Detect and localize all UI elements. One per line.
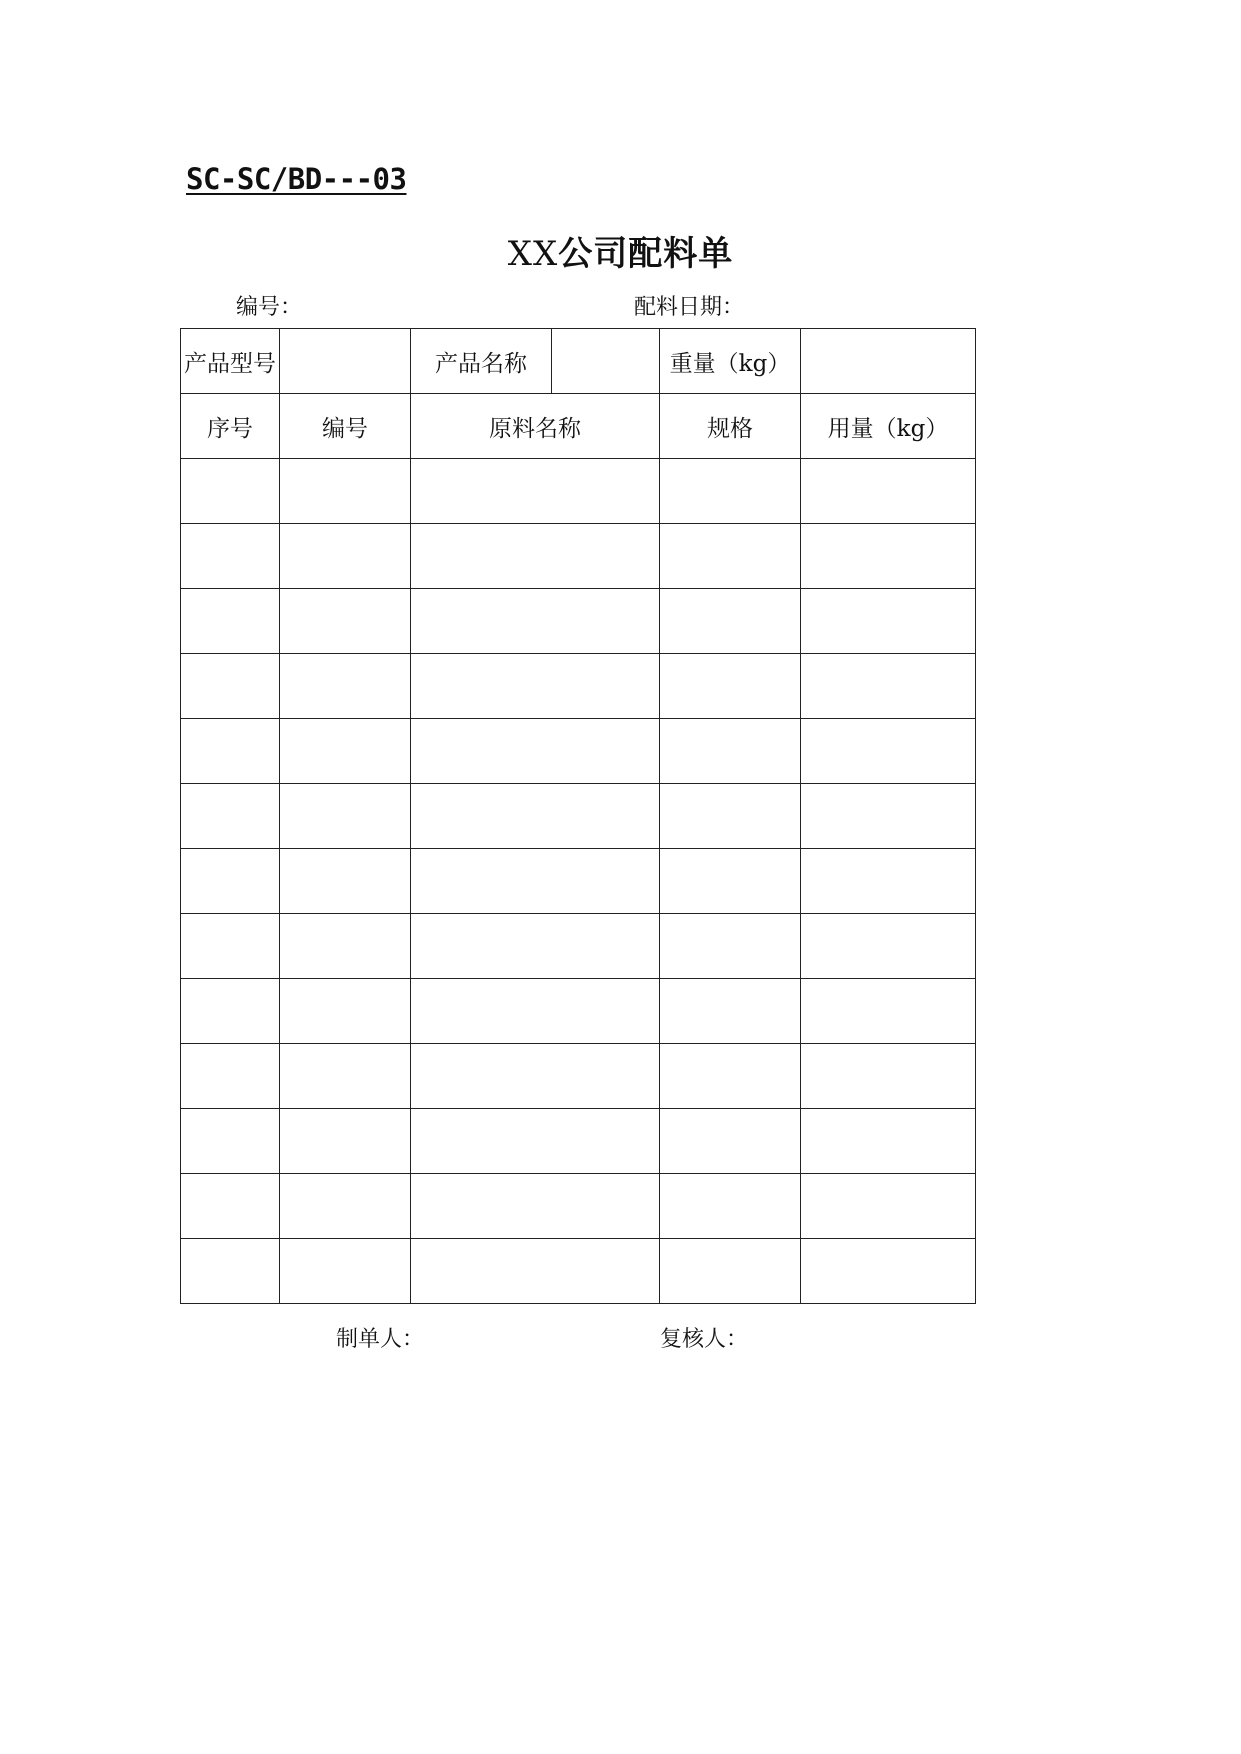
- cell-spec[interactable]: [660, 1044, 801, 1109]
- number-label: 编号：: [236, 295, 303, 320]
- cell-seq[interactable]: [181, 1174, 280, 1239]
- table-row: [181, 719, 976, 784]
- title-text: 公司配料单: [558, 234, 734, 274]
- cell-material-name[interactable]: [411, 1174, 660, 1239]
- cell-seq[interactable]: [181, 979, 280, 1044]
- col-header-spec: 规格: [660, 394, 801, 459]
- cell-number[interactable]: [280, 589, 411, 654]
- table-row: [181, 459, 976, 524]
- cell-seq[interactable]: [181, 849, 280, 914]
- table-row: [181, 784, 976, 849]
- col-header-amount: 用量（kg）: [801, 394, 976, 459]
- cell-material-name[interactable]: [411, 589, 660, 654]
- cell-number[interactable]: [280, 719, 411, 784]
- cell-spec[interactable]: [660, 654, 801, 719]
- table-row: [181, 1044, 976, 1109]
- table-row: [181, 654, 976, 719]
- cell-number[interactable]: [280, 1174, 411, 1239]
- cell-material-name[interactable]: [411, 849, 660, 914]
- col-header-seq: 序号: [181, 394, 280, 459]
- cell-spec[interactable]: [660, 1109, 801, 1174]
- cell-spec[interactable]: [660, 784, 801, 849]
- cell-seq[interactable]: [181, 719, 280, 784]
- cell-material-name[interactable]: [411, 1109, 660, 1174]
- cell-amount[interactable]: [801, 459, 976, 524]
- product-model-field[interactable]: [280, 329, 411, 394]
- cell-material-name[interactable]: [411, 719, 660, 784]
- weight-label: 重量（kg）: [660, 329, 801, 394]
- col-header-material-name: 原料名称: [411, 394, 660, 459]
- table-row: [181, 524, 976, 589]
- cell-amount[interactable]: [801, 589, 976, 654]
- cell-spec[interactable]: [660, 914, 801, 979]
- cell-material-name[interactable]: [411, 784, 660, 849]
- cell-amount[interactable]: [801, 524, 976, 589]
- cell-spec[interactable]: [660, 459, 801, 524]
- cell-seq[interactable]: [181, 654, 280, 719]
- cell-amount[interactable]: [801, 849, 976, 914]
- cell-seq[interactable]: [181, 784, 280, 849]
- table-row: [181, 1174, 976, 1239]
- document-code: SC-SC/BD---03: [186, 162, 407, 196]
- cell-spec[interactable]: [660, 1239, 801, 1304]
- cell-number[interactable]: [280, 1044, 411, 1109]
- cell-amount[interactable]: [801, 1239, 976, 1304]
- title-prefix: XX: [507, 234, 559, 274]
- cell-amount[interactable]: [801, 654, 976, 719]
- table-row: [181, 914, 976, 979]
- cell-spec[interactable]: [660, 1174, 801, 1239]
- cell-material-name[interactable]: [411, 1239, 660, 1304]
- cell-spec[interactable]: [660, 849, 801, 914]
- table-row: [181, 849, 976, 914]
- cell-amount[interactable]: [801, 1174, 976, 1239]
- cell-number[interactable]: [280, 654, 411, 719]
- cell-seq[interactable]: [181, 524, 280, 589]
- cell-number[interactable]: [280, 979, 411, 1044]
- cell-amount[interactable]: [801, 784, 976, 849]
- reviewer-label: 复核人：: [660, 1327, 749, 1352]
- cell-seq[interactable]: [181, 1239, 280, 1304]
- cell-spec[interactable]: [660, 524, 801, 589]
- cell-number[interactable]: [280, 849, 411, 914]
- product-name-field[interactable]: [552, 329, 660, 394]
- cell-amount[interactable]: [801, 979, 976, 1044]
- cell-number[interactable]: [280, 784, 411, 849]
- cell-number[interactable]: [280, 1239, 411, 1304]
- table-row: [181, 979, 976, 1044]
- cell-material-name[interactable]: [411, 524, 660, 589]
- table-row: [181, 589, 976, 654]
- cell-amount[interactable]: [801, 1109, 976, 1174]
- date-label: 配料日期：: [634, 295, 745, 320]
- cell-number[interactable]: [280, 524, 411, 589]
- cell-number[interactable]: [280, 914, 411, 979]
- cell-spec[interactable]: [660, 589, 801, 654]
- cell-material-name[interactable]: [411, 914, 660, 979]
- table-row: [181, 1109, 976, 1174]
- cell-material-name[interactable]: [411, 459, 660, 524]
- cell-seq[interactable]: [181, 589, 280, 654]
- cell-amount[interactable]: [801, 719, 976, 784]
- cell-seq[interactable]: [181, 1044, 280, 1109]
- cell-material-name[interactable]: [411, 1044, 660, 1109]
- table-row: [181, 1239, 976, 1304]
- maker-label: 制单人：: [336, 1327, 425, 1352]
- cell-amount[interactable]: [801, 914, 976, 979]
- cell-spec[interactable]: [660, 979, 801, 1044]
- column-header-row: [181, 394, 976, 459]
- document-title: [0, 226, 1241, 275]
- cell-seq[interactable]: [181, 459, 280, 524]
- cell-number[interactable]: [280, 1109, 411, 1174]
- ingredient-table: [180, 328, 976, 1304]
- cell-amount[interactable]: [801, 1044, 976, 1109]
- weight-field[interactable]: [801, 329, 976, 394]
- product-name-label: 产品名称: [411, 329, 552, 394]
- product-model-label: 产品型号: [181, 329, 280, 394]
- cell-spec[interactable]: [660, 719, 801, 784]
- cell-material-name[interactable]: [411, 654, 660, 719]
- cell-number[interactable]: [280, 459, 411, 524]
- col-header-number: 编号: [280, 394, 411, 459]
- cell-material-name[interactable]: [411, 979, 660, 1044]
- product-row: [181, 329, 976, 394]
- cell-seq[interactable]: [181, 914, 280, 979]
- cell-seq[interactable]: [181, 1109, 280, 1174]
